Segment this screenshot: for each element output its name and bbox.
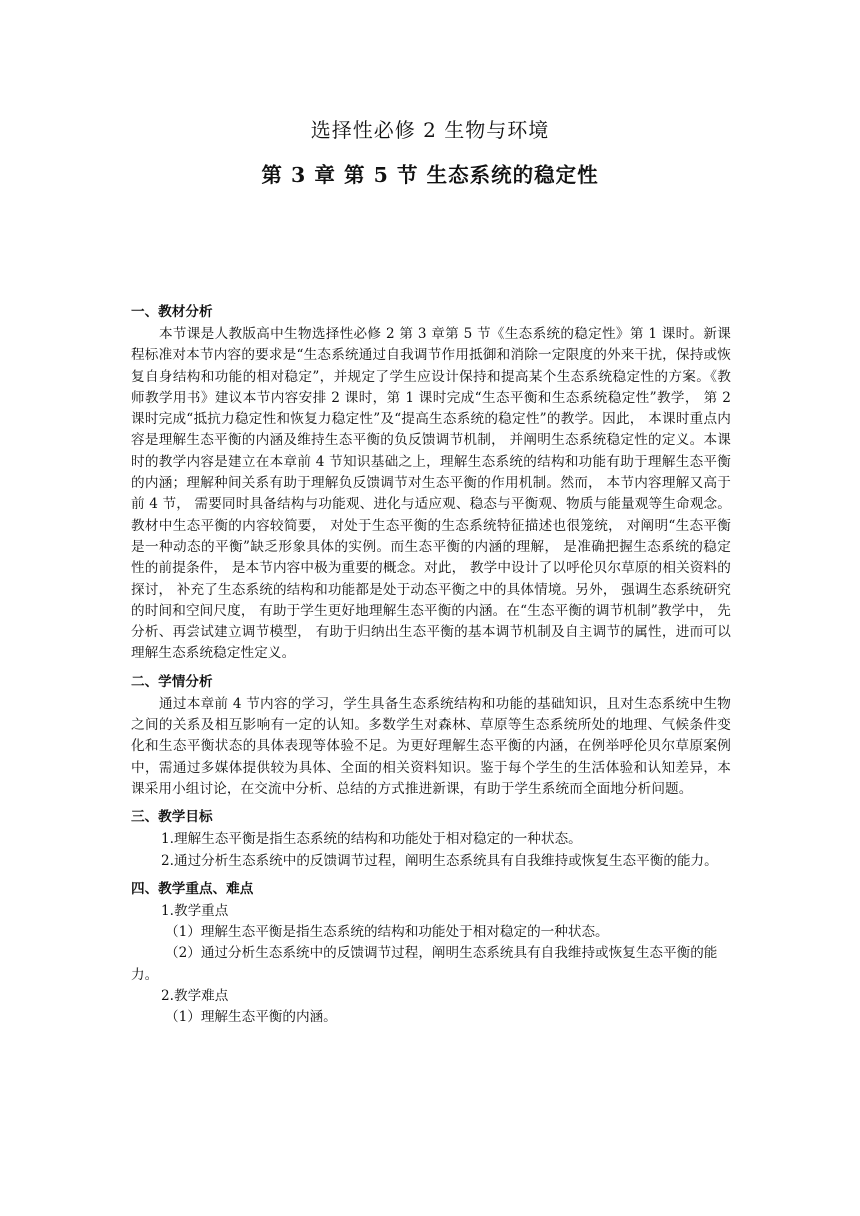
section-heading-objectives: 三、教学目标 bbox=[131, 809, 213, 826]
section-heading-textbook-analysis: 一、教材分析 bbox=[131, 304, 213, 320]
focus-label: 1.教学重点 bbox=[161, 902, 229, 919]
difficulty-item: （1）理解生态平衡的内涵。 bbox=[165, 1009, 337, 1026]
focus-item: （2）通过分析生态系统中的反馈调节过程，阐明生态系统具有自我维持或恢复生态平衡的能力。 bbox=[131, 945, 718, 983]
document-body bbox=[131, 300, 731, 1029]
difficulty-label: 2.教学难点 bbox=[161, 988, 229, 1005]
section-heading-key-points: 四、教学重点、难点 bbox=[131, 880, 254, 897]
section-heading-learner-analysis: 二、学情分析 bbox=[131, 673, 213, 690]
focus-item: （1）理解生态平衡是指生态系统的结构和功能处于相对稳定的一种状态。 bbox=[165, 924, 609, 941]
paragraph-learner-analysis: 通过本章前 4 节内容的学习，学生具备生态系统结构和功能的基础知识，且对生态系统中生物之间的关系及相互影响有一定的认知。多数学生对森林、草原等生态系统所处的地理、气候条件变化和生态平衡状态的具体表现等体验不足。为更好理解生态平衡的内涵，在例举呼伦贝尔草原案例中，需通过多媒体提供较为具体、全面的相关资料知识。鉴于每个学生的生活体验和认知差异，本课采用小组讨论，在交流中分析、总结的方式推进新课，有助于学生系统而全面地分析问题。 bbox=[131, 695, 731, 797]
paragraph-textbook-analysis: 本节课是人教版高中生物选择性必修 2 第 3 章第 5 节《生态系统的稳定性》第 1 课时。新课程标准对本节内容的要求是“生态系统通过自我调节作用抵御和消除一定限度的外来干扰，保持或恢复自身结构和功能的相对稳定”，并规定了学生应设计保持和提高某个生态系统稳定性的方案。《教师教学用书》建议本节内容安排 2 课时，第 1 课时完成“生态平衡和生态系统稳定性”教学， 第 2 课时完成“抵抗力稳定性和恢复力稳定性”及“提高生态系统的稳定性”的教学。因此， 本课时重点内容是理解生态平衡的内涵及维持生态平衡的负反馈调节机制， 并阐明生态系统稳定性的定义。本课时的教学内容是建立在本章前 4 节知识基础之上，理解生态系统的结构和功能有助于理解生态平衡的内涵；理解种间关系有助于理解负反馈调节对生态平衡的作用机制。然而， 本节内容理解又高于前 4 节， 需要同时具备结构与功能观、进化与适应观、稳态与平衡观、物质与能量观等生命观念。教材中生态平衡的内容较简要， 对处于生态平衡的生态系统特征描述也很笼统， 对阐明“生态平衡是一种动态的平衡”缺乏形象具体的实例。而生态平衡的内涵的理解， 是准确把握生态系统的稳定性的前提条件， 是本节内容中极为重要的概念。对此， 教学中设计了以呼伦贝尔草原的相关资料的探讨， 补充了生态系统的结构和功能都是处于动态平衡之中的具体情境。另外， 强调生态系统研究的时间和空间尺度， 有助于学生更好地理解生态平衡的内涵。在“生态平衡的调节机制”教学中， 先分析、再尝试建立调节模型， 有助于归纳出生态平衡的基本调节机制及自主调节的属性，进而可以理解生态系统稳定性定义。 bbox=[131, 326, 731, 662]
lesson-title: 第 3 章 第 5 节 生态系统的稳定性 bbox=[261, 163, 599, 187]
objective-item: 2.通过分析生态系统中的反馈调节过程，阐明生态系统具有自我维持或恢复生态平衡的能力。 bbox=[161, 852, 718, 869]
objective-item: 1.理解生态平衡是指生态系统的结构和功能处于相对稳定的一种状态。 bbox=[161, 831, 582, 848]
course-title: 选择性必修 2 生物与环境 bbox=[310, 118, 550, 142]
